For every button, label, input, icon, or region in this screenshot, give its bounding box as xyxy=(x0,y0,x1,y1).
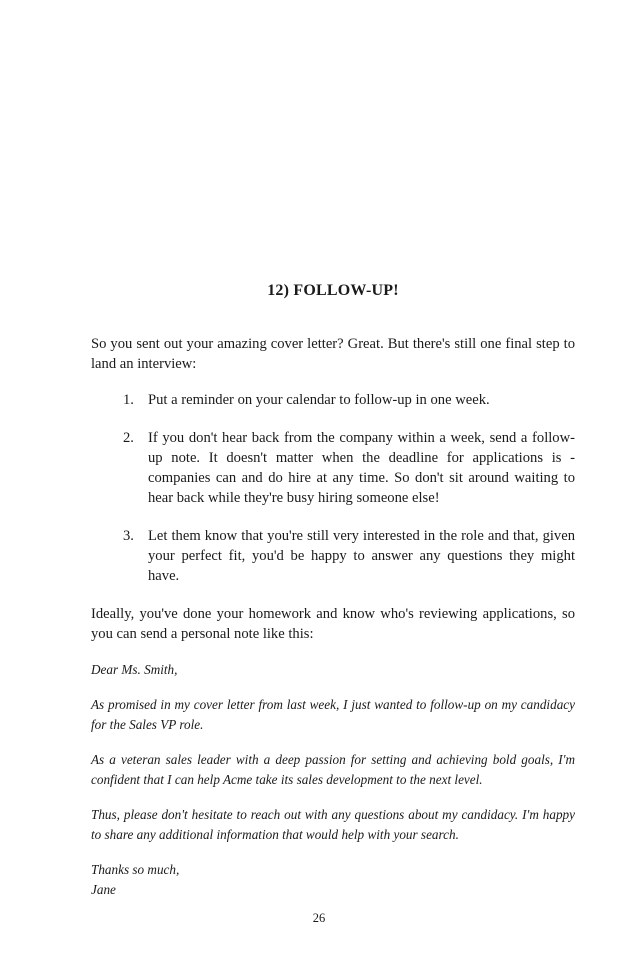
list-item-number: 3. xyxy=(123,528,134,544)
intro-paragraph: So you sent out your amazing cover letter? Great. But there's still one final step to land an interview: xyxy=(91,336,575,372)
list-item-number: 1. xyxy=(123,392,134,408)
list-item-text: Let them know that you're still very interested in the role and that, given your perfect fit, you'd be happy to answer any questions they might have. xyxy=(148,528,575,584)
list-item xyxy=(91,428,575,508)
list-item-text: Put a reminder on your calendar to follow-up in one week. xyxy=(148,392,490,408)
section-heading: 12) FOLLOW-UP! xyxy=(267,282,399,299)
letter-paragraph-2: As a veteran sales leader with a deep passion for setting and achieving bold goals, I'm confident that I can help Acme take its sales development to the next level. xyxy=(91,752,575,787)
list-item-number: 2. xyxy=(123,430,134,446)
page-content xyxy=(91,282,575,900)
steps-list xyxy=(91,390,575,586)
letter-salutation: Dear Ms. Smith, xyxy=(91,662,178,677)
letter-paragraph-1: As promised in my cover letter from last week, I just wanted to follow-up on my candidacy for the Sales VP role. xyxy=(91,697,575,732)
list-item xyxy=(91,390,575,410)
letter-closing-line: Thanks so much, xyxy=(91,862,180,877)
sample-letter xyxy=(91,660,575,900)
letter-closing xyxy=(91,860,575,900)
list-item xyxy=(91,526,575,586)
letter-paragraph-3: Thus, please don't hesitate to reach out with any questions about my candidacy. I'm happy to share any additional information that would help with your search. xyxy=(91,807,575,842)
letter-signature: Jane xyxy=(91,882,116,897)
list-item-text: If you don't hear back from the company within a week, send a follow-up note. It doesn't matter when the deadline for applications is - companies can and do hire at any time. So don't sit around waiting to hear back while they're busy hiring someone else! xyxy=(148,430,575,506)
page-number: 26 xyxy=(312,911,326,925)
ideally-paragraph: Ideally, you've done your homework and know who's reviewing applications, so you can send a personal note like this: xyxy=(91,606,575,642)
